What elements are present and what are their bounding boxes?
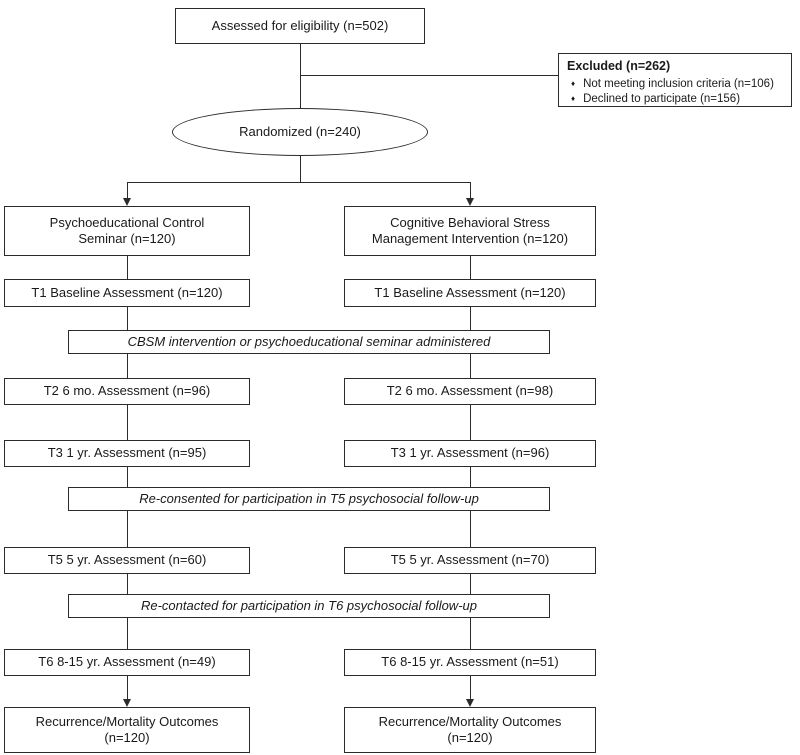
connector-split-left-stub — [127, 182, 128, 199]
connector-split-right-stub — [470, 182, 471, 199]
excluded-item-1: Not meeting inclusion criteria (n=106) — [583, 77, 774, 90]
left-group-line1: Psychoeducational Control — [49, 214, 205, 230]
randomized-ellipse — [172, 108, 428, 156]
connector-excluded-branch — [300, 75, 558, 76]
right-t1-label: T1 Baseline Assessment (n=120) — [374, 284, 566, 300]
left-t3-label: T3 1 yr. Assessment (n=95) — [47, 445, 207, 461]
left-group-box — [4, 206, 250, 256]
right-t5-box — [344, 547, 596, 574]
connector-split-horizontal — [127, 182, 471, 183]
connector-left-span2-t5 — [127, 511, 128, 547]
left-outcome-line1: Recurrence/Mortality Outcomes — [35, 713, 219, 729]
arrowhead-right-outcome — [466, 699, 474, 707]
arrowhead-left-group — [123, 198, 131, 206]
randomized-label: Randomized (n=240) — [239, 123, 361, 139]
connector-eligibility-randomized — [300, 44, 301, 108]
eligibility-box — [175, 8, 425, 44]
eligibility-label: Assessed for eligibility (n=502) — [211, 17, 389, 33]
right-t2-label: T2 6 mo. Assessment (n=98) — [386, 383, 554, 399]
connector-left-t1-span1 — [127, 307, 128, 330]
excluded-item-row — [567, 92, 785, 108]
connector-right-t1-span1 — [470, 307, 471, 330]
right-group-line2: Management Intervention (n=120) — [371, 231, 569, 246]
left-outcome-line2: (n=120) — [104, 730, 150, 745]
right-t6-box — [344, 649, 596, 676]
right-group-line1: Cognitive Behavioral Stress — [390, 214, 550, 230]
left-outcome-label — [36, 714, 219, 747]
left-t1-box — [4, 279, 250, 307]
connector-left-span1-t2 — [127, 354, 128, 378]
connector-left-span3-t6 — [127, 618, 128, 649]
connector-right-group-t1 — [470, 256, 471, 279]
connector-right-t3-span2 — [470, 467, 471, 487]
administered-span-box — [68, 330, 550, 354]
right-outcome-line2: (n=120) — [447, 730, 493, 745]
connector-left-t3-span2 — [127, 467, 128, 487]
arrowhead-right-group — [466, 198, 474, 206]
reconsented-label: Re-consented for participation in T5 psychosocial follow-up — [139, 490, 479, 506]
left-t5-box — [4, 547, 250, 574]
left-t3-box — [4, 440, 250, 467]
right-t2-box — [344, 378, 596, 405]
right-group-box — [344, 206, 596, 256]
connector-right-span1-t2 — [470, 354, 471, 378]
connector-right-t2-t3 — [470, 405, 471, 440]
connector-right-t5-span3 — [470, 574, 471, 594]
right-t1-box — [344, 279, 596, 307]
left-t2-box — [4, 378, 250, 405]
left-t1-label: T1 Baseline Assessment (n=120) — [31, 284, 223, 300]
left-t2-label: T2 6 mo. Assessment (n=96) — [43, 383, 211, 399]
right-outcome-box — [344, 707, 596, 753]
excluded-title: Excluded (n=262) — [567, 59, 671, 73]
arrowhead-left-outcome — [123, 699, 131, 707]
diamond-bullet-icon: ♦ — [571, 78, 576, 88]
excluded-item-row — [567, 77, 785, 93]
left-group-label — [50, 215, 205, 248]
excluded-item-2: Declined to participate (n=156) — [583, 93, 741, 106]
left-t5-label: T5 5 yr. Assessment (n=60) — [47, 552, 207, 568]
recontacted-span-box — [68, 594, 550, 618]
right-t6-label: T6 8-15 yr. Assessment (n=51) — [381, 654, 559, 670]
connector-right-t6-outcome — [470, 676, 471, 700]
left-t6-box — [4, 649, 250, 676]
left-outcome-box — [4, 707, 250, 753]
excluded-box — [558, 53, 792, 107]
right-outcome-label — [379, 714, 562, 747]
right-t5-label: T5 5 yr. Assessment (n=70) — [390, 552, 550, 568]
connector-left-t6-outcome — [127, 676, 128, 700]
left-t6-label: T6 8-15 yr. Assessment (n=49) — [38, 654, 216, 670]
diamond-bullet-icon: ♦ — [571, 94, 576, 104]
right-outcome-line1: Recurrence/Mortality Outcomes — [378, 713, 562, 729]
connector-right-span3-t6 — [470, 618, 471, 649]
connector-left-group-t1 — [127, 256, 128, 279]
administered-label: CBSM intervention or psychoeducational seminar administered — [127, 333, 491, 349]
right-group-label — [372, 215, 568, 248]
connector-right-span2-t5 — [470, 511, 471, 547]
connector-left-t5-span3 — [127, 574, 128, 594]
connector-left-t2-t3 — [127, 405, 128, 440]
reconsented-span-box — [68, 487, 550, 511]
left-group-line2: Seminar (n=120) — [78, 231, 176, 246]
right-t3-label: T3 1 yr. Assessment (n=96) — [390, 445, 550, 461]
recontacted-label: Re-contacted for participation in T6 psychosocial follow-up — [140, 597, 477, 613]
right-t3-box — [344, 440, 596, 467]
connector-randomized-split-stem — [300, 156, 301, 182]
